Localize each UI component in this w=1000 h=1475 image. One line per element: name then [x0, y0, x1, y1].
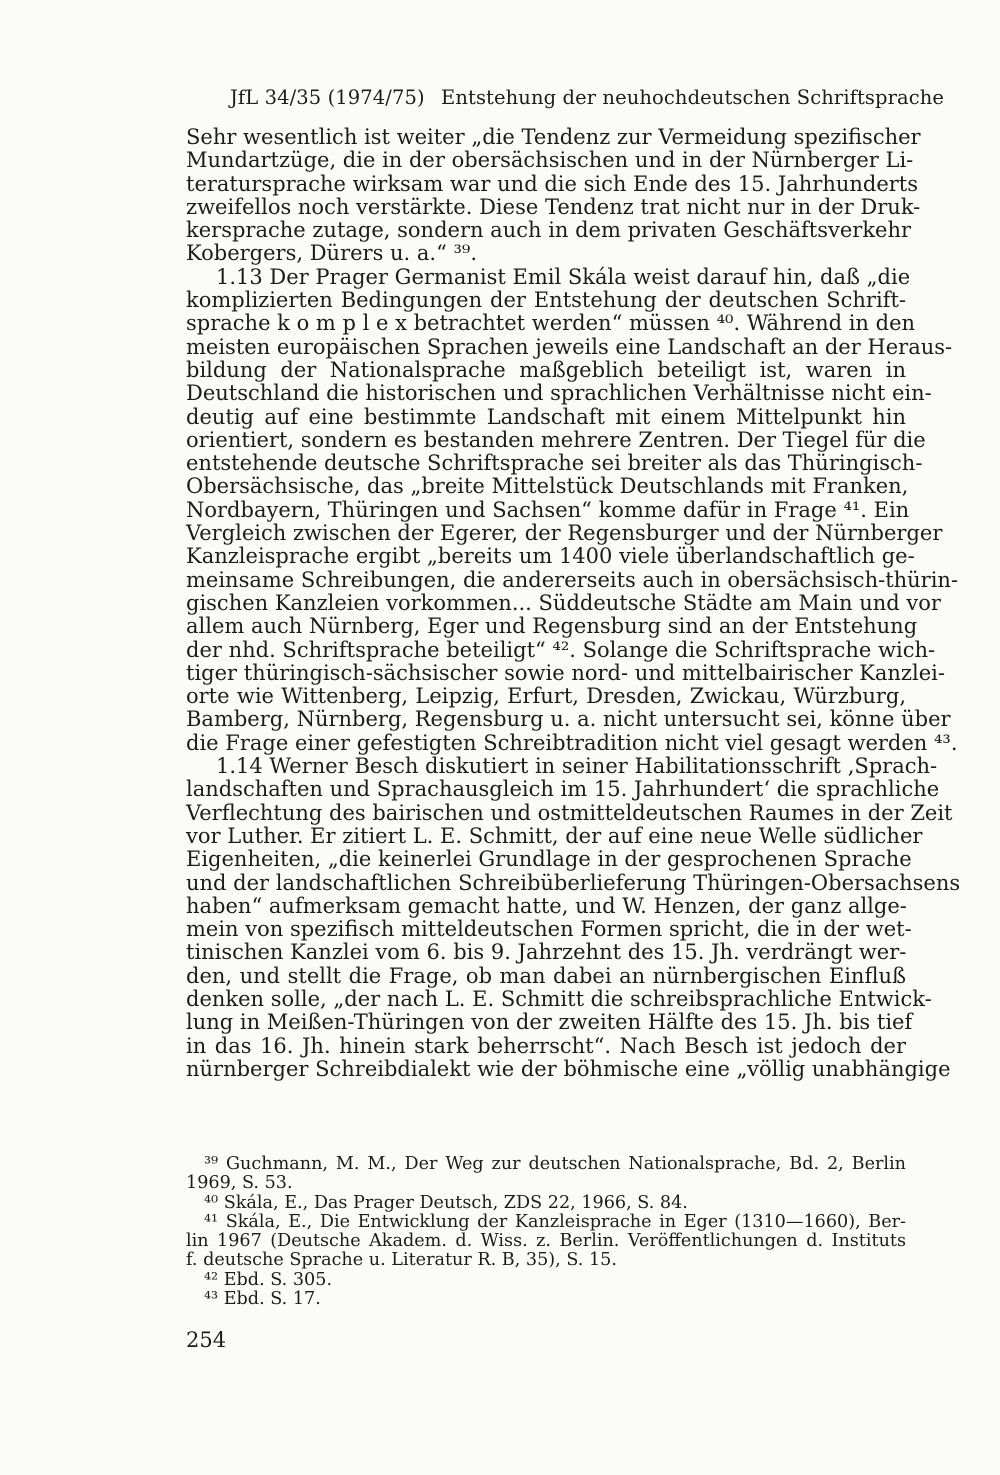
text-line: allem auch Nürnberg, Eger und Regensburg sind an der Entstehung	[186, 614, 918, 639]
text-line: bildung der Nationalsprache maßgeblich beteiligt ist, waren in	[186, 357, 906, 382]
text-line: komplizierten Bedingungen der Entstehung der deutschen Schrift-	[186, 288, 906, 313]
footnotes	[186, 1155, 906, 1309]
running-title: Entstehung der neuhochdeutschen Schriftsprache	[441, 86, 945, 109]
text-line: vor Luther. Er zitiert L. E. Schmitt, der auf eine neue Welle südlicher	[186, 823, 923, 848]
text-line: tiger thüringisch-sächsischer sowie nord- und mittelbairischer Kanzlei-	[186, 660, 945, 685]
text-line: Sehr wesentlich ist weiter „die Tendenz zur Vermeidung spezifischer	[186, 125, 921, 149]
text-line: sprache k o m p l e x betrachtet werden“ müssen ⁴⁰. Während in den	[186, 311, 916, 336]
footnote-line: ⁴¹ Skála, E., Die Entwicklung der Kanzleisprache in Eger (1310—1660), Ber-	[204, 1211, 906, 1232]
text-line: Vergleich zwischen der Egerer, der Regensburger und der Nürnberger	[186, 521, 943, 546]
footnote-line: 1969, S. 53.	[186, 1173, 293, 1194]
text-line: und der landschaftlichen Schreibüberlieferung Thüringen-Obersachsens	[186, 870, 961, 895]
text-line: zweifellos noch verstärkte. Diese Tendenz trat nicht nur in der Druk-	[186, 194, 921, 219]
text-line: mein von spezifisch mitteldeutschen Formen spricht, die in der wet-	[186, 917, 912, 942]
text-line: der nhd. Schriftsprache beteiligt“ ⁴². Solange die Schriftsprache wich-	[186, 637, 936, 662]
footnote-line: f. deutsche Sprache u. Literatur R. B, 35), S. 15.	[186, 1250, 617, 1271]
text-line: die Frage einer gefestigten Schreibtradition nicht viel gesagt werden ⁴³.	[186, 730, 958, 755]
text-line: 1.14 Werner Besch diskutiert in seiner Habilitationsschrift ‚Sprach-	[216, 754, 938, 779]
text-line: in das 16. Jh. hinein stark beherrscht“. Nach Besch ist jedoch der	[186, 1033, 906, 1058]
text-line: meisten europäischen Sprachen jeweils eine Landschaft an der Heraus-	[186, 334, 953, 359]
text-line: Kobergers, Dürers u. a.“ ³⁹.	[186, 241, 478, 266]
text-line: Obersächsische, das „breite Mittelstück Deutschlands mit Franken,	[186, 474, 909, 499]
text-line: tinischen Kanzlei vom 6. bis 9. Jahrzehnt des 15. Jh. verdrängt wer-	[186, 940, 907, 965]
text-line: teratursprache wirksam war und die sich Ende des 15. Jahrhunderts	[186, 171, 919, 196]
journal-reference: JfL 34/35 (1974/75)	[230, 86, 425, 109]
footnote-line: ³⁹ Guchmann, M. M., Der Weg zur deutschen Nationalsprache, Bd. 2, Berlin	[204, 1154, 906, 1174]
running-header	[230, 86, 945, 109]
text-line: haben“ aufmerksam gemacht hatte, und W. Henzen, der ganz allge-	[186, 893, 907, 918]
text-line: entstehende deutsche Schriftsprache sei breiter als das Thüringisch-	[186, 451, 923, 476]
footnote-line: ⁴³ Ebd. S. 17.	[204, 1289, 321, 1310]
text-line: Verflechtung des bairischen und ostmitteldeutschen Raumes in der Zeit	[186, 800, 953, 825]
text-line: denken solle, „der nach L. E. Schmitt die schreibsprachliche Entwick-	[186, 986, 932, 1011]
text-line: deutig auf eine bestimmte Landschaft mit einem Mittelpunkt hin	[186, 404, 906, 429]
text-line: orientiert, sondern es bestanden mehrere Zentren. Der Tiegel für die	[186, 427, 926, 452]
text-line: meinsame Schreibungen, die andererseits auch in obersächsisch-thürin-	[186, 567, 959, 592]
body-text	[186, 125, 961, 1081]
text-line: Deutschland die historischen und sprachlichen Verhältnisse nicht ein-	[186, 381, 932, 406]
text-line: lung in Meißen-Thüringen von der zweiten Hälfte des 15. Jh. bis tief	[186, 1010, 913, 1035]
text-line: orte wie Wittenberg, Leipzig, Erfurt, Dresden, Zwickau, Würzburg,	[186, 684, 906, 709]
text-line: kersprache zutage, sondern auch in dem privaten Geschäftsverkehr	[186, 218, 912, 243]
footnote-line: ⁴² Ebd. S. 305.	[204, 1269, 333, 1290]
text-line: Kanzleisprache ergibt „bereits um 1400 viele überlandschaftlich ge-	[186, 544, 915, 569]
text-line: Bamberg, Nürnberg, Regensburg u. a. nicht untersucht sei, könne über	[186, 707, 951, 732]
footnote-line: ⁴⁰ Skála, E., Das Prager Deutsch, ZDS 22, 1966, S. 84.	[204, 1192, 688, 1213]
text-line: gischen Kanzleien vorkommen... Süddeutsche Städte am Main und vor	[186, 590, 941, 615]
text-line: Nordbayern, Thüringen und Sachsen“ komme dafür in Frage ⁴¹. Ein	[186, 497, 910, 522]
text-line: Mundartzüge, die in der obersächsischen und in der Nürnberger Li-	[186, 148, 914, 173]
text-line: den, und stellt die Frage, ob man dabei an nürnbergischen Einfluß	[186, 963, 906, 988]
footnote-line: lin 1967 (Deutsche Akadem. d. Wiss. z. Berlin. Veröffentlichungen d. Instituts	[186, 1231, 906, 1252]
text-line: nürnberger Schreibdialekt wie der böhmische eine „völlig unabhängige	[186, 1056, 951, 1081]
text-line: landschaften und Sprachausgleich im 15. Jahrhundert‘ die sprachliche	[186, 777, 940, 802]
text-line: Eigenheiten, „die keinerlei Grundlage in der gesprochenen Sprache	[186, 847, 912, 872]
text-line: 1.13 Der Prager Germanist Emil Skála weist darauf hin, daß „die	[216, 264, 911, 289]
page-number: 254	[186, 1328, 227, 1352]
